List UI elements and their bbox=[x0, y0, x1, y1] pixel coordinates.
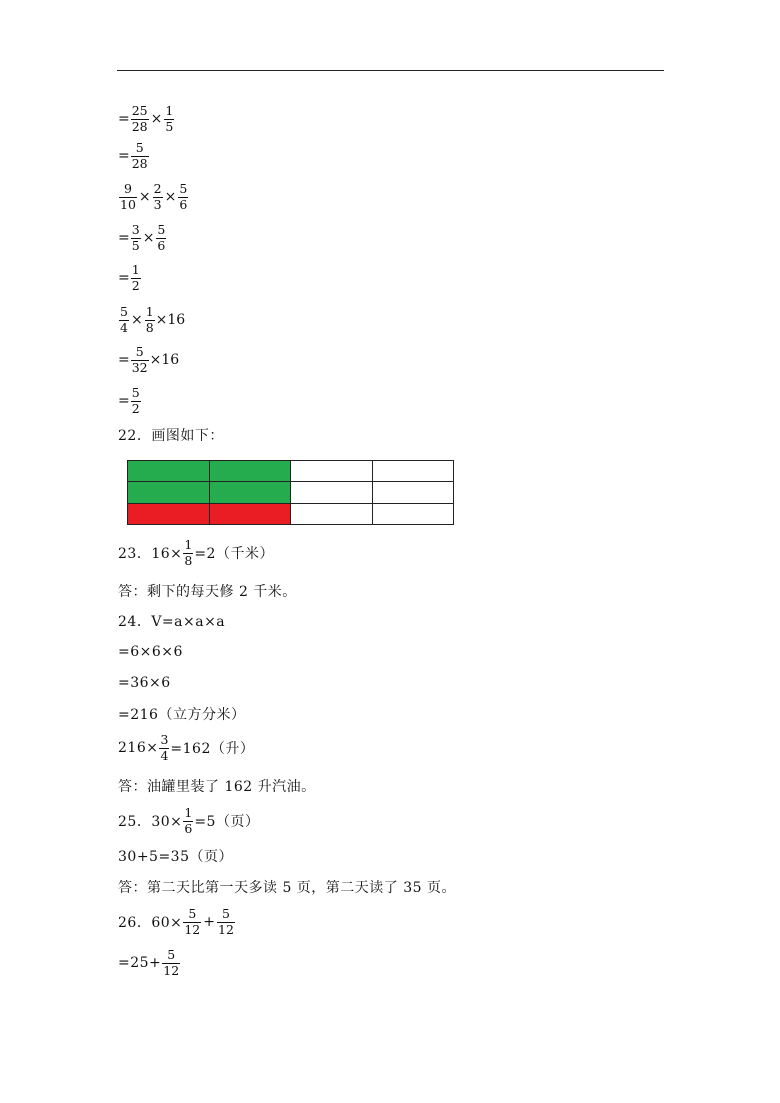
expression-result: =5（页） bbox=[194, 814, 260, 830]
equals-sign: = bbox=[118, 270, 130, 286]
denominator: 6 bbox=[179, 196, 188, 212]
denominator: 6 bbox=[184, 820, 193, 836]
denominator: 12 bbox=[218, 921, 234, 937]
question-22-label: 22．画图如下： bbox=[118, 428, 224, 444]
numerator: 9 bbox=[123, 181, 132, 196]
expression-tail: ×16 bbox=[155, 312, 186, 328]
denominator: 4 bbox=[120, 319, 128, 335]
numerator: 5 bbox=[135, 140, 144, 155]
times-sign: × bbox=[138, 189, 151, 205]
denominator: 2 bbox=[131, 400, 140, 416]
grid-cell-green bbox=[209, 482, 291, 503]
equation-line bbox=[118, 345, 179, 375]
fraction bbox=[183, 908, 201, 936]
times-sign: × bbox=[142, 230, 155, 246]
fraction bbox=[162, 949, 180, 977]
denominator: 5 bbox=[165, 118, 174, 134]
times-sign: × bbox=[130, 312, 143, 328]
question-25-equation bbox=[118, 806, 259, 836]
numerator: 5 bbox=[135, 344, 144, 359]
grid-cell-empty bbox=[291, 503, 373, 524]
numerator: 1 bbox=[184, 537, 193, 552]
header-rule bbox=[117, 70, 664, 71]
expression-result: =162（升） bbox=[170, 741, 255, 757]
question-24-answer: 答：油罐里装了 162 升汽油。 bbox=[118, 779, 316, 795]
numerator: 3 bbox=[131, 222, 140, 237]
fraction bbox=[119, 183, 137, 211]
equation-line bbox=[118, 223, 167, 253]
numerator: 5 bbox=[120, 304, 128, 319]
grid-cell-empty bbox=[291, 461, 373, 482]
question-24-line-3: =36×6 bbox=[118, 675, 171, 691]
equation-line bbox=[118, 263, 142, 293]
fraction bbox=[156, 224, 166, 252]
numerator: 5 bbox=[157, 222, 166, 237]
fraction bbox=[131, 142, 149, 170]
denominator: 4 bbox=[160, 747, 169, 763]
question-24-line-4: =216（立方分米） bbox=[118, 707, 246, 723]
fraction bbox=[164, 105, 174, 133]
expression-prefix: 23．16× bbox=[118, 546, 183, 562]
question-23-answer: 答：剩下的每天修 2 千米。 bbox=[118, 584, 297, 600]
grid-cell-empty bbox=[372, 503, 454, 524]
denominator: 6 bbox=[157, 237, 166, 253]
question-24-line-5 bbox=[118, 733, 254, 763]
grid-cell-green bbox=[128, 482, 210, 503]
grid-cell-empty bbox=[291, 482, 373, 503]
expression-tail: ×16 bbox=[149, 352, 180, 368]
fraction bbox=[131, 105, 149, 133]
grid-cell-empty bbox=[372, 482, 454, 503]
fraction bbox=[217, 908, 235, 936]
denominator: 8 bbox=[145, 319, 154, 335]
grid-cell-green bbox=[209, 461, 291, 482]
numerator: 1 bbox=[131, 262, 140, 277]
expression-prefix: 216× bbox=[118, 740, 159, 756]
grid-cell-empty bbox=[372, 461, 454, 482]
denominator: 32 bbox=[131, 359, 148, 375]
numerator: 1 bbox=[165, 103, 174, 118]
numerator: 5 bbox=[131, 385, 140, 400]
fraction bbox=[131, 346, 149, 374]
equals-sign: = bbox=[118, 230, 130, 246]
denominator: 12 bbox=[184, 921, 201, 937]
grid-cell-red bbox=[128, 503, 210, 524]
fraction bbox=[153, 183, 163, 211]
expression-result: =2（千米） bbox=[194, 546, 274, 562]
expression-prefix: 25．30× bbox=[118, 814, 183, 830]
times-sign: × bbox=[150, 111, 163, 127]
equation-line bbox=[118, 305, 185, 335]
grid-cell-green bbox=[128, 461, 210, 482]
question-25-line-2: 30+5=35（页） bbox=[118, 849, 233, 865]
fraction bbox=[183, 539, 193, 567]
equation-line bbox=[118, 182, 189, 212]
fraction bbox=[131, 224, 141, 252]
expression-prefix: =25+ bbox=[118, 955, 162, 971]
numerator: 5 bbox=[221, 906, 230, 921]
numerator: 5 bbox=[167, 947, 176, 962]
fraction-drawing-grid bbox=[127, 460, 454, 525]
equals-sign: = bbox=[118, 393, 130, 409]
denominator: 2 bbox=[131, 277, 140, 293]
question-23-equation bbox=[118, 538, 274, 568]
denominator: 10 bbox=[120, 196, 136, 212]
fraction bbox=[178, 183, 188, 211]
denominator: 12 bbox=[163, 962, 180, 978]
question-24-line-2: =6×6×6 bbox=[118, 644, 183, 660]
equals-sign: = bbox=[118, 352, 130, 368]
fraction bbox=[145, 306, 155, 334]
denominator: 5 bbox=[131, 237, 140, 253]
grid-cell-red bbox=[209, 503, 291, 524]
numerator: 5 bbox=[179, 181, 188, 196]
expression-prefix: 26．60× bbox=[118, 915, 183, 931]
numerator: 25 bbox=[131, 103, 148, 118]
denominator: 8 bbox=[184, 552, 193, 568]
question-25-answer: 答：第二天比第一天多读 5 页，第二天读了 35 页。 bbox=[118, 880, 457, 896]
plus-sign: + bbox=[203, 914, 215, 930]
times-sign: × bbox=[164, 189, 177, 205]
numerator: 1 bbox=[184, 805, 193, 820]
equation-line bbox=[118, 386, 142, 416]
fraction bbox=[119, 306, 129, 334]
denominator: 3 bbox=[153, 196, 162, 212]
fraction bbox=[183, 807, 193, 835]
equation-line bbox=[118, 104, 175, 134]
fraction bbox=[159, 734, 169, 762]
numerator: 2 bbox=[153, 181, 162, 196]
denominator: 28 bbox=[131, 118, 148, 134]
denominator: 28 bbox=[131, 155, 148, 171]
equals-sign: = bbox=[118, 111, 130, 127]
equation-line bbox=[118, 141, 150, 171]
question-26-equation bbox=[118, 907, 236, 937]
fraction bbox=[131, 387, 141, 415]
numerator: 3 bbox=[160, 732, 169, 747]
question-26-line-2 bbox=[118, 948, 181, 978]
fraction bbox=[131, 264, 141, 292]
numerator: 1 bbox=[145, 304, 154, 319]
question-24-line-1: 24．V=a×a×a bbox=[118, 614, 226, 630]
numerator: 5 bbox=[188, 906, 197, 921]
equals-sign: = bbox=[118, 148, 130, 164]
